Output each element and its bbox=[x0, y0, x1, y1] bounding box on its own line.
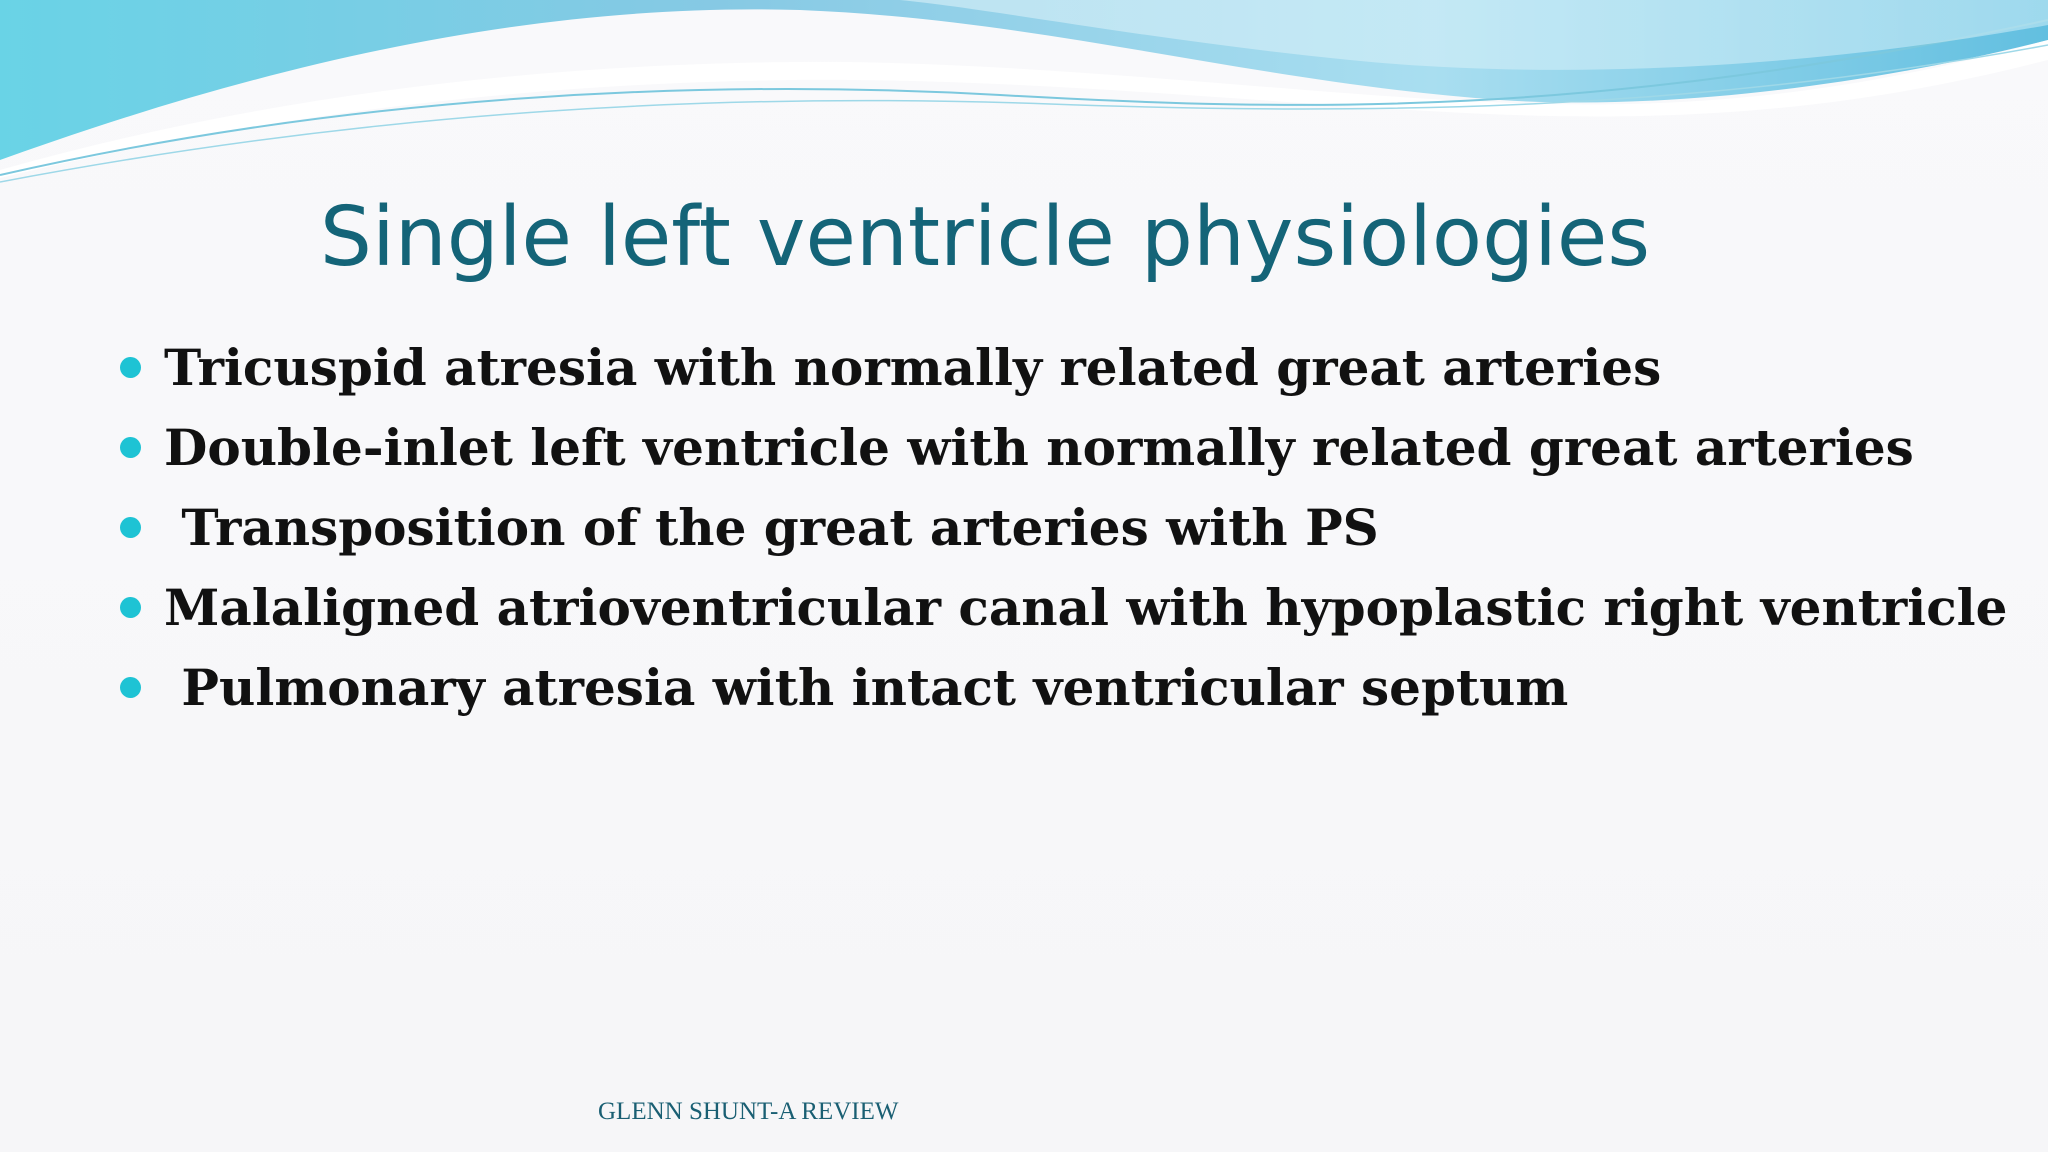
bullet-text: Malaligned atrioventricular canal with hypoplastic right ventricle bbox=[164, 578, 2008, 637]
bullet-dot-icon bbox=[120, 677, 141, 698]
footer-text: GLENN SHUNT-A REVIEW bbox=[598, 1098, 899, 1125]
bullet-text: Tricuspid atresia with normally related great arteries bbox=[164, 338, 1662, 397]
slide-title: Single left ventricle physiologies bbox=[319, 190, 1651, 285]
header-wave-decoration bbox=[0, 0, 2048, 200]
bullet-text: Double-inlet left ventricle with normally related great arteries bbox=[164, 418, 1914, 477]
bullet-dot-icon bbox=[120, 437, 141, 458]
bullet-text: Pulmonary atresia with intact ventricular septum bbox=[164, 658, 1569, 717]
bullet-text: Transposition of the great arteries with PS bbox=[164, 498, 1379, 557]
bullet-dot-icon bbox=[120, 517, 141, 538]
bullet-dot-icon bbox=[120, 357, 141, 378]
bullet-dot-icon bbox=[120, 597, 141, 618]
